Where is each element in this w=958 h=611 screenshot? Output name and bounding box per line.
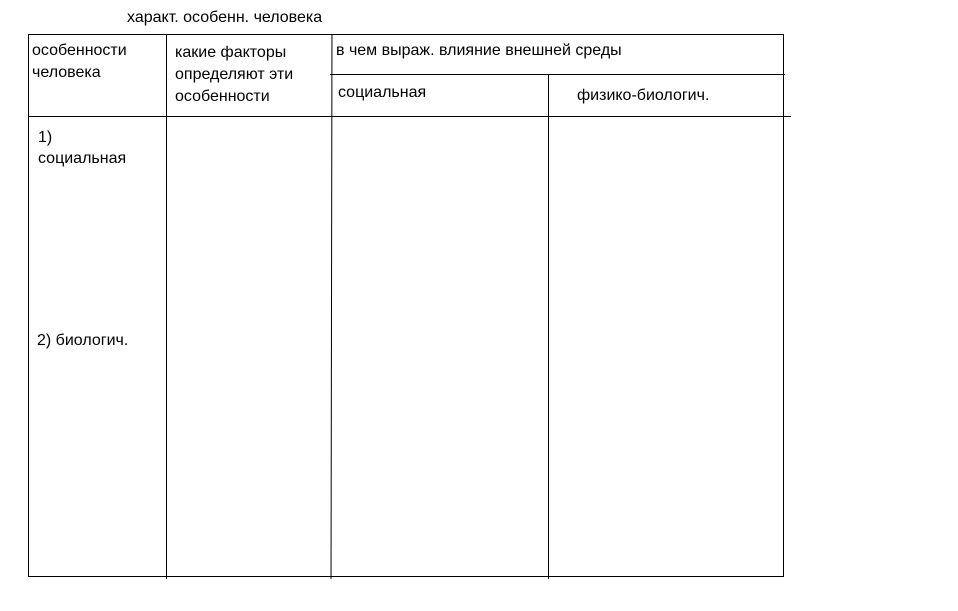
- header-bottom-border: [28, 116, 791, 117]
- header-factors-line-2: определяют эти: [175, 66, 294, 83]
- row-1-label-line-1: 1): [38, 129, 53, 146]
- header-cell-environment-influence: в чем выраж. влияние внешней среды: [336, 42, 622, 59]
- col3-col4-divider: [548, 74, 549, 579]
- document-title: характ. особенн. человека: [127, 9, 323, 26]
- table-bottom-border: [28, 576, 784, 577]
- table-left-border: [28, 34, 29, 577]
- table-right-border: [783, 34, 784, 577]
- col2-col3-divider: [331, 34, 333, 579]
- row-1-label-line-2: социальная: [38, 150, 127, 167]
- group-header-divider: [330, 74, 785, 75]
- col1-col2-divider: [166, 34, 167, 579]
- row-2-label: 2) биологич.: [37, 332, 129, 349]
- header-factors-line-1: какие факторы: [175, 44, 287, 61]
- header-features-line-2: человека: [32, 64, 101, 81]
- header-factors-line-3: особенности: [175, 88, 270, 105]
- header-cell-social: социальная: [338, 84, 427, 101]
- header-cell-physico-biological: физико-биологич.: [577, 87, 710, 104]
- table-top-border: [28, 34, 784, 35]
- header-features-line-1: особенности: [32, 42, 127, 59]
